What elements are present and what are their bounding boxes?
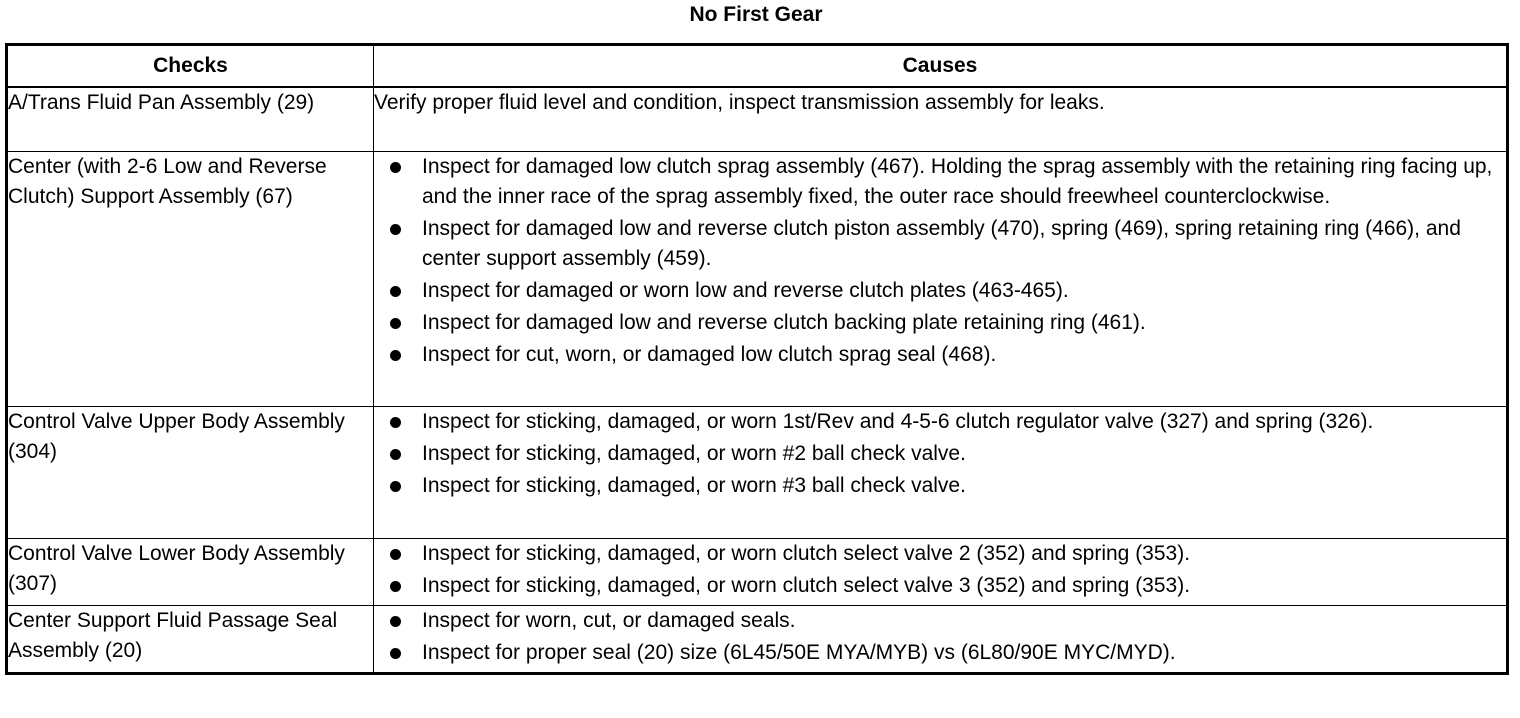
cause-item [374,606,1506,636]
cause-item [374,308,1506,338]
cause-item-text: Inspect for damaged low and reverse clutch piston assembly (470), spring (469), spring retaining ring (466), and center support assembly (459). [422,217,1461,270]
page-title: No First Gear [689,3,823,26]
cause-list [374,152,1506,370]
cause-list [374,606,1506,668]
cause-cell [374,539,1508,606]
cause-item [374,638,1506,668]
cause-item-text: Inspect for worn, cut, or damaged seals. [422,609,796,632]
bullet-icon [390,616,401,627]
check-cell: A/Trans Fluid Pan Assembly (29) [7,87,374,152]
cause-item-text: Inspect for sticking, damaged, or worn clutch select valve 3 (352) and spring (353). [422,574,1191,597]
bullet-icon [390,318,401,329]
cause-item-text: Inspect for sticking, damaged, or worn #3 ball check valve. [422,474,966,497]
cause-cell [374,87,1508,152]
cause-item [374,571,1506,601]
cause-cell [374,152,1508,407]
bullet-icon [390,417,401,428]
cause-item-text: Inspect for sticking, damaged, or worn #2 ball check valve. [422,442,966,465]
table-row [7,539,1508,606]
bullet-icon [390,581,401,592]
cause-cell [374,606,1508,674]
check-cell: Center (with 2-6 Low and Reverse Clutch) Support Assembly (67) [7,152,374,407]
cause-item [374,214,1506,274]
table-row [7,152,1508,407]
table-row [7,407,1508,539]
cause-item-text: Inspect for sticking, damaged, or worn clutch select valve 2 (352) and spring (353). [422,542,1191,565]
check-cell: Control Valve Upper Body Assembly (304) [7,407,374,539]
check-cell: Control Valve Lower Body Assembly (307) [7,539,374,606]
cause-item [374,407,1506,437]
bullet-icon [390,481,401,492]
cause-item [374,152,1506,212]
bullet-icon [390,350,401,361]
table-header-row [7,45,1508,88]
check-cell: Center Support Fluid Passage Seal Assembly (20) [7,606,374,674]
cause-item-text: Inspect for damaged or worn low and reverse clutch plates (463-465). [422,279,1069,302]
table-row [7,87,1508,152]
bullet-icon [390,648,401,659]
bullet-icon [390,224,401,235]
cause-item-text: Inspect for proper seal (20) size (6L45/50E MYA/MYB) vs (6L80/90E MYC/MYD). [422,641,1176,664]
cause-item [374,276,1506,306]
cause-cell [374,407,1508,539]
cause-list [374,407,1506,501]
checks-column-header: Checks [7,45,374,88]
bullet-icon [390,449,401,460]
cause-item [374,539,1506,569]
bullet-icon [390,286,401,297]
cause-item-text: Inspect for cut, worn, or damaged low clutch sprag seal (468). [422,343,997,366]
table-row [7,606,1508,674]
cause-item [374,340,1506,370]
cause-item-text: Inspect for damaged low clutch sprag assembly (467). Holding the sprag assembly with the retaining ring facing up, and the inner race of the sprag assembly fixed, the outer race should freewheel counterclockwise. [422,155,1493,208]
cause-item-text: Inspect for sticking, damaged, or worn 1st/Rev and 4-5-6 clutch regulator valve (327) and spring (326). [422,410,1374,433]
bullet-icon [390,549,401,560]
cause-item-text: Inspect for damaged low and reverse clutch backing plate retaining ring (461). [422,311,1146,334]
cause-item [374,471,1506,501]
cause-text: Verify proper fluid level and condition, inspect transmission assembly for leaks. [374,91,1105,114]
causes-column-header: Causes [374,45,1508,88]
cause-list [374,539,1506,601]
diagnostic-table [5,43,1509,675]
cause-item [374,439,1506,469]
bullet-icon [390,162,401,173]
